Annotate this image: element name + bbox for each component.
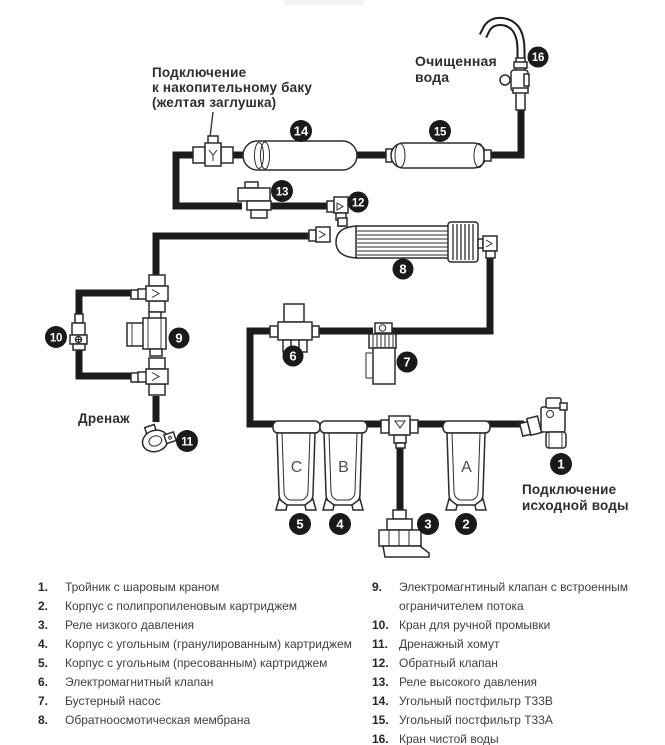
marker-16 bbox=[528, 47, 549, 68]
legend-item bbox=[372, 730, 642, 745]
legend-item bbox=[372, 616, 642, 635]
svg-text:15: 15 bbox=[433, 126, 447, 139]
marker-7 bbox=[397, 352, 418, 373]
marker-13 bbox=[271, 180, 293, 202]
legend-item-text: Корпус с угольным (пресованным) картриджем bbox=[65, 656, 328, 670]
legend-item-text: Корпус с угольным (гранулированным) картриджем bbox=[65, 637, 352, 651]
svg-text:4: 4 bbox=[336, 516, 344, 532]
svg-text:(желтая заглушка): (желтая заглушка) bbox=[152, 95, 277, 110]
svg-text:2: 2 bbox=[462, 516, 470, 532]
legend-item-text: Обратный клапан bbox=[399, 656, 498, 670]
legend-item-number: 12. bbox=[372, 656, 389, 670]
high-pressure-relay bbox=[238, 182, 271, 218]
legend-item bbox=[38, 673, 360, 692]
top-smudge bbox=[283, 0, 365, 5]
housing-letter-c: C bbox=[290, 459, 303, 476]
legend-item-number: 15. bbox=[372, 713, 389, 727]
marker-10 bbox=[45, 326, 67, 348]
legend-item-number: 13. bbox=[372, 675, 389, 689]
legend-item bbox=[38, 597, 360, 616]
legend-item-text: Электромагнитный клапан bbox=[65, 675, 214, 689]
legend-item bbox=[372, 692, 642, 711]
postfilter-t33b bbox=[243, 141, 357, 170]
svg-text:10: 10 bbox=[49, 332, 63, 345]
svg-text:8: 8 bbox=[399, 261, 407, 277]
legend-item-text: Дренажный хомут bbox=[399, 637, 500, 651]
marker-12 bbox=[348, 192, 369, 213]
marker-14 bbox=[290, 120, 312, 142]
legend-item-number: 3. bbox=[38, 618, 49, 632]
drain-label: Дренаж bbox=[78, 411, 130, 426]
housing-a bbox=[443, 421, 490, 510]
svg-text:6: 6 bbox=[289, 348, 297, 364]
legend-item-number: 10. bbox=[372, 618, 389, 632]
legend-item-text: Реле низкого давления bbox=[65, 618, 195, 632]
svg-text:3: 3 bbox=[424, 516, 432, 532]
legend-item-number: 8. bbox=[38, 713, 49, 727]
clean-water-label bbox=[415, 53, 497, 85]
tank-tee bbox=[193, 136, 233, 166]
marker-9 bbox=[169, 328, 190, 349]
tank-label-leader bbox=[210, 112, 213, 137]
legend-column-left bbox=[38, 578, 360, 730]
tank-connection-label bbox=[152, 65, 312, 110]
legend-item bbox=[372, 578, 642, 616]
marker-8 bbox=[393, 259, 414, 280]
postfilter-t33a bbox=[386, 143, 491, 168]
svg-text:Очищенная: Очищенная bbox=[415, 53, 497, 69]
legend-item bbox=[372, 654, 642, 673]
legend-item-text: Тройник с шаровым краном bbox=[65, 580, 220, 594]
flow-restrictor-valve bbox=[127, 312, 166, 356]
svg-text:13: 13 bbox=[275, 186, 289, 199]
legend-item-number: 4. bbox=[38, 637, 49, 651]
legend-item-number: 5. bbox=[38, 656, 49, 670]
housing-b bbox=[320, 421, 367, 510]
housing-letter-b: B bbox=[338, 459, 349, 476]
drain-tee-bottom bbox=[131, 358, 168, 395]
svg-text:14: 14 bbox=[293, 123, 309, 139]
legend-item-text: Электромагнтиный клапан с встроенным ограничителем потока bbox=[399, 580, 628, 613]
housing-c bbox=[273, 421, 320, 510]
marker-2 bbox=[455, 513, 477, 535]
legend-item bbox=[38, 616, 360, 635]
marker-6 bbox=[283, 346, 304, 367]
svg-text:11: 11 bbox=[181, 436, 193, 449]
legend-item-text: Реле высокого давления bbox=[399, 675, 538, 689]
legend-item-number: 1. bbox=[38, 580, 49, 594]
solenoid-valve bbox=[270, 304, 319, 352]
legend-item-number: 14. bbox=[372, 694, 389, 708]
svg-text:вода: вода bbox=[415, 69, 450, 85]
flush-valve bbox=[70, 314, 87, 350]
legend-item-text: Угольный постфильтр T33A bbox=[399, 713, 553, 727]
drain-clamp bbox=[138, 420, 178, 455]
legend-item-text: Угольный постфильтр T33B bbox=[399, 694, 553, 708]
legend-item-number: 16. bbox=[372, 732, 389, 745]
legend-item-number: 6. bbox=[38, 675, 49, 689]
svg-text:Подключение: Подключение bbox=[152, 65, 247, 80]
svg-text:к накопительному баку: к накопительному баку bbox=[152, 80, 313, 95]
marker-5 bbox=[289, 513, 311, 535]
marker-1 bbox=[550, 453, 572, 475]
svg-text:1: 1 bbox=[557, 456, 565, 472]
svg-text:исходной воды: исходной воды bbox=[522, 498, 629, 513]
legend-item bbox=[38, 654, 360, 673]
feed-water-label bbox=[522, 482, 629, 513]
legend-item-number: 2. bbox=[38, 599, 49, 613]
housing-tee bbox=[381, 416, 418, 448]
legend-item bbox=[38, 635, 360, 654]
legend-item-number: 9. bbox=[372, 580, 383, 594]
legend-item bbox=[38, 578, 360, 597]
legend-column-right bbox=[372, 578, 642, 745]
legend-item-text: Бустерный насос bbox=[65, 694, 161, 708]
legend-item bbox=[38, 692, 360, 711]
legend-item bbox=[372, 711, 642, 730]
svg-text:5: 5 bbox=[296, 516, 304, 532]
housing-letter-a: A bbox=[461, 459, 472, 476]
membrane bbox=[309, 218, 497, 262]
svg-text:7: 7 bbox=[403, 354, 411, 370]
marker-11 bbox=[176, 430, 198, 452]
legend-item bbox=[38, 711, 360, 730]
legend-item bbox=[372, 635, 642, 654]
svg-text:Подключение: Подключение bbox=[522, 482, 617, 497]
legend-item-text: Корпус с полипропиленовым картриджем bbox=[65, 599, 298, 613]
feed-tee bbox=[519, 398, 567, 448]
drain-tee-top bbox=[131, 275, 168, 312]
marker-15 bbox=[429, 120, 451, 142]
svg-text:12: 12 bbox=[351, 197, 365, 210]
legend-item-number: 7. bbox=[38, 694, 49, 708]
legend-item-text: Кран для ручной промывки bbox=[399, 618, 551, 632]
legend-item-number: 11. bbox=[372, 637, 389, 651]
svg-text:16: 16 bbox=[531, 52, 545, 65]
marker-3 bbox=[417, 513, 439, 535]
marker-4 bbox=[329, 513, 351, 535]
legend-item-text: Кран чистой воды bbox=[399, 732, 499, 745]
legend-item bbox=[372, 673, 642, 692]
svg-text:9: 9 bbox=[175, 330, 183, 346]
legend-item-text: Обратноосмотическая мембрана bbox=[65, 713, 251, 727]
